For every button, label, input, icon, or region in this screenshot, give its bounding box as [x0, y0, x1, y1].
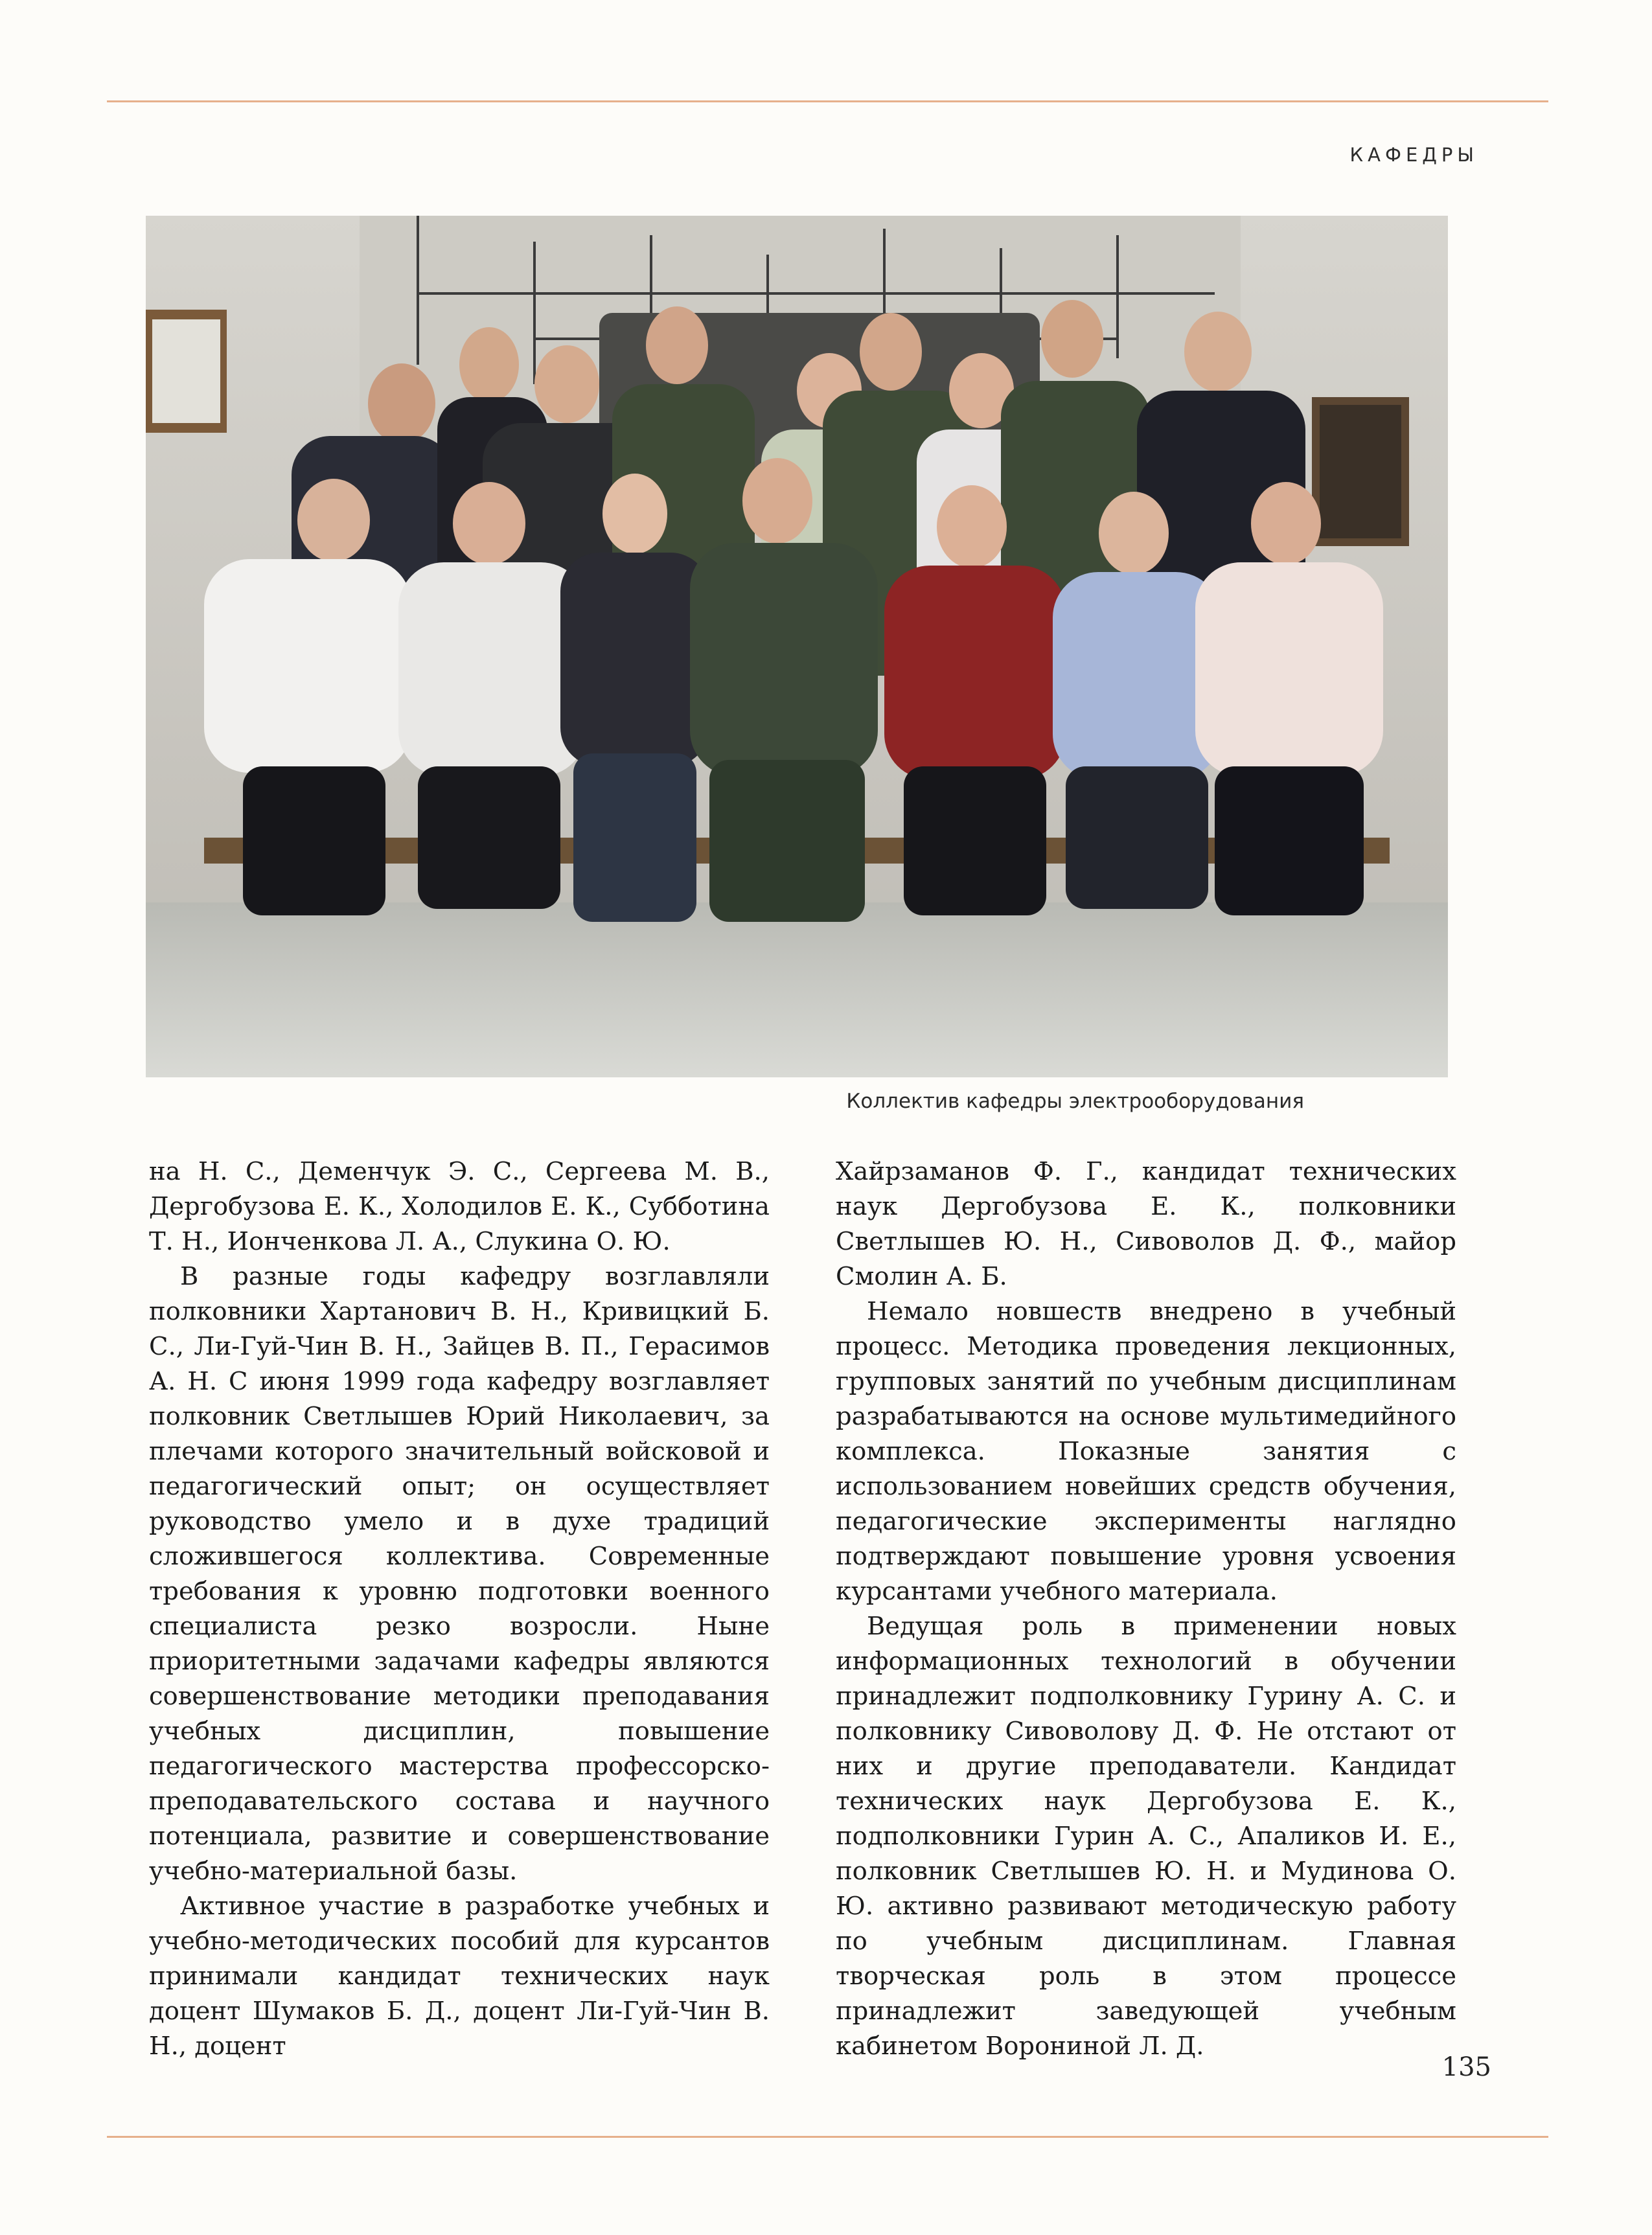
page-number: 135 [1441, 2052, 1491, 2082]
paragraph: Активное участие в разработке учебных и учебно-методических пособий для курсантов принимали кандидат технических наук доцент Шумаков Б. Д., доцент Ли-Гуй-Чин В. Н., доцент [149, 1892, 770, 2061]
photo-caption: Коллектив кафедры электрооборудования [846, 1090, 1304, 1113]
text-column-right [836, 1154, 1456, 2064]
paragraph: Ведущая роль в применении новых информационных технологий в обучении принадлежит подполковнику Гурину А. С. и полковнику Сивоволову Д. Ф. Не отстают от них и другие преподаватели. Кандидат технических наук Дергобузова Е. К., подполковники Гурин А. С., Апаликов И. Е., полковник Светлышев Ю. Н. и Мудинова О. Ю. активно развивают методическую работу по учебным дисциплинам. Главная творческая роль в этом процессе принадлежит заведующей учебным кабинетом Ворониной Л. Д. [836, 1612, 1456, 2061]
bottom-rule [107, 2136, 1548, 2138]
paragraph: Немало новшеств внедрено в учебный процесс. Методика проведения лекционных, групповых занятий по учебным дисциплинам разрабатываются на основе мультимедийного комплекса. Показные занятия с использованием новейших средств обучения, педагогические эксперименты наглядно подтверждают повышение уровня усвоения курсантами учебного материала. [836, 1297, 1456, 1606]
text-column-left [149, 1154, 770, 2064]
paragraph: Хайрзаманов Ф. Г., кандидат технических наук Дергобузова Е. К., полковники Светлышев Ю. Н., Сивоволов Д. Ф., майор Смолин А. Б. [836, 1157, 1456, 1291]
top-rule [107, 100, 1548, 102]
section-header: КАФЕДРЫ [1349, 144, 1478, 166]
paragraph: на Н. С., Деменчук Э. С., Сергеева М. В., Дергобузова Е. К., Холодилов Е. К., Субботина Т. Н., Ионченкова Л. А., Слукина О. Ю. [149, 1157, 770, 1256]
group-photo [146, 216, 1448, 1077]
paragraph: В разные годы кафедру возглавляли полковники Хартанович В. Н., Кривицкий Б. С., Ли-Гуй-Чин В. Н., Зайцев В. П., Герасимов А. Н. С июня 1999 года кафедру возглавляет полковник Светлышев Юрий Николаевич, за плечами которого значительный войсковой и педагогический опыт; он осуществляет руководство умело и в духе традиций сложившегося коллектива. Современные требования к уровню подготовки военного специалиста резко возросли. Ныне приоритетными задачами кафедры являются совершенствование методики преподавания учебных дисциплин, повышение педагогического мастерства профессорско-преподавательского состава и научного потенциала, развитие и совершенствование учебно-материальной базы. [149, 1262, 770, 1886]
